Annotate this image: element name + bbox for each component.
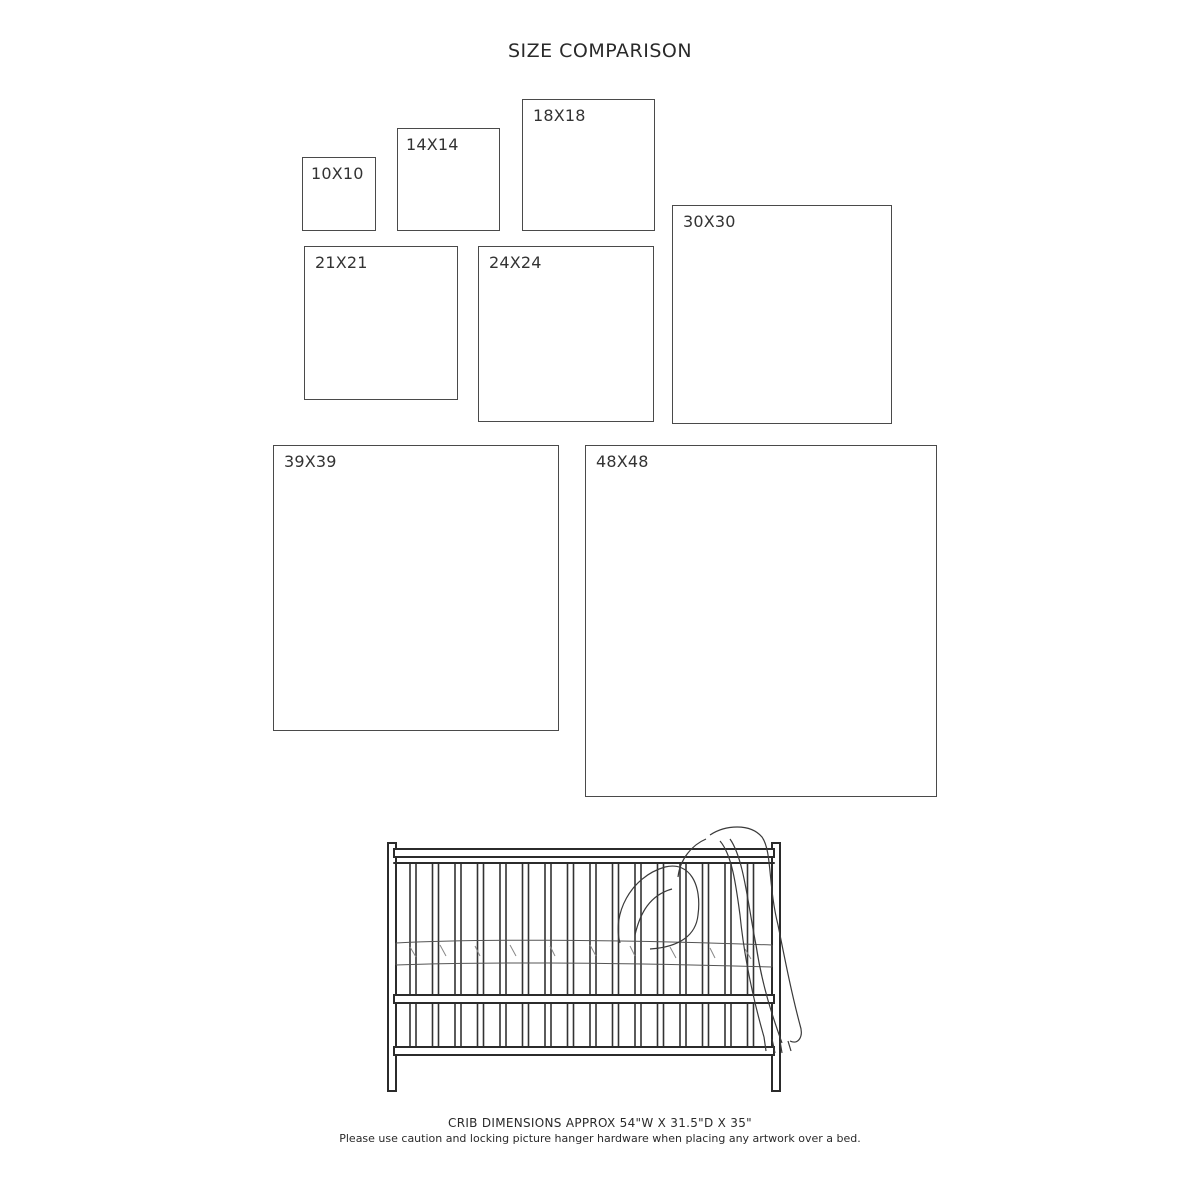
frame-label: 39X39 bbox=[284, 452, 337, 471]
crib-slat bbox=[523, 863, 529, 1047]
crib-slat bbox=[455, 863, 461, 1047]
frame-label: 14X14 bbox=[406, 135, 459, 154]
frame-10x10 bbox=[302, 157, 376, 231]
frame-label: 48X48 bbox=[596, 452, 649, 471]
crib-illustration-icon bbox=[380, 815, 830, 1095]
crib-slat bbox=[500, 863, 506, 1047]
frame-30x30 bbox=[672, 205, 892, 424]
frame-24x24 bbox=[478, 246, 654, 422]
page-title: SIZE COMPARISON bbox=[507, 40, 693, 62]
crib-slat bbox=[568, 863, 574, 1047]
safety-note: Please use caution and locking picture hanger hardware when placing any artwork over a bed. bbox=[339, 1132, 861, 1145]
crib-slat bbox=[635, 863, 641, 1047]
crib-slat bbox=[703, 863, 709, 1047]
frame-label: 18X18 bbox=[533, 106, 586, 125]
frame-21x21 bbox=[304, 246, 458, 400]
frame-label: 21X21 bbox=[315, 253, 368, 272]
crib-slat bbox=[613, 863, 619, 1047]
crib-slat bbox=[680, 863, 686, 1047]
frame-label: 10X10 bbox=[311, 164, 364, 183]
crib-slat bbox=[725, 863, 731, 1047]
frame-label: 24X24 bbox=[489, 253, 542, 272]
crib-dimensions-caption: CRIB DIMENSIONS APPROX 54"W X 31.5"D X 35" bbox=[448, 1116, 752, 1130]
frame-48x48 bbox=[585, 445, 937, 797]
crib-slat bbox=[478, 863, 484, 1047]
frame-18x18 bbox=[522, 99, 655, 231]
crib-slat bbox=[545, 863, 551, 1047]
frame-14x14 bbox=[397, 128, 500, 231]
crib-slat bbox=[658, 863, 664, 1047]
frame-label: 30X30 bbox=[683, 212, 736, 231]
frame-39x39 bbox=[273, 445, 559, 731]
crib-slat bbox=[433, 863, 439, 1047]
